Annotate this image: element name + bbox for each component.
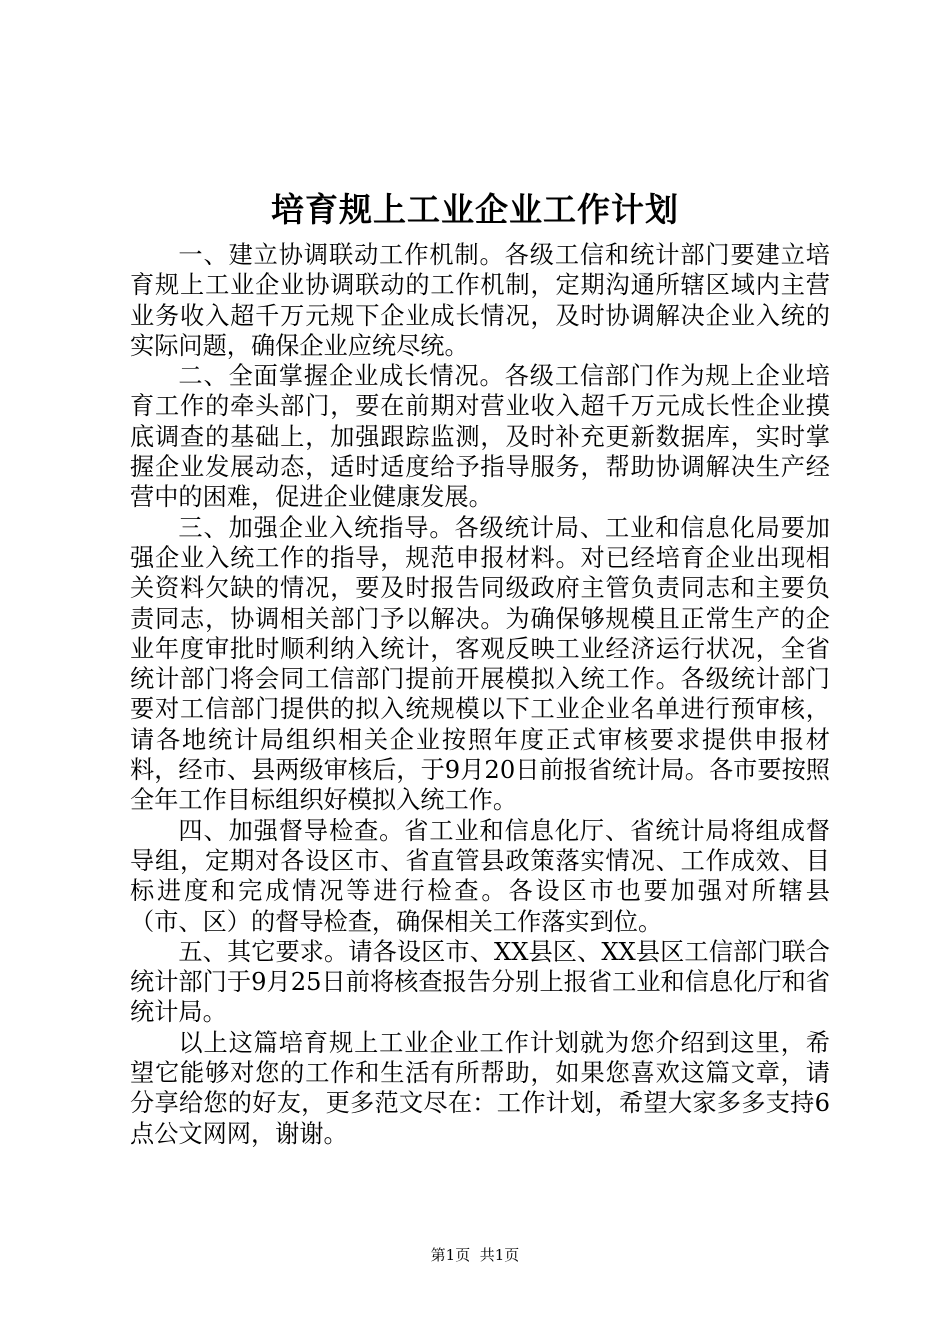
page-number: 第1页 xyxy=(430,1246,471,1264)
document-body xyxy=(130,240,830,1149)
document-title: 培育规上工业企业工作计划 xyxy=(271,190,679,229)
paragraph-4: 四、加强督导检查。省工业和信息化厅、省统计局将组成督导组，定期对各设区市、省直管县政策落实情况、工作成效、目标进度和完成情况等进行检查。各设区市也要加强对所辖县（市、区）的督导检查，确保相关工作落实到位。 xyxy=(130,816,830,936)
page-footer xyxy=(0,1244,950,1266)
paragraph-1: 一、建立协调联动工作机制。各级工信和统计部门要建立培育规上工业企业协调联动的工作机制，定期沟通所辖区域内主营业务收入超千万元规下企业成长情况，及时协调解决企业入统的实际问题，确保企业应统尽统。 xyxy=(130,241,830,360)
paragraph-6: 以上这篇培育规上工业企业工作计划就为您介绍到这里，希望它能够对您的工作和生活有所帮助，如果您喜欢这篇文章，请分享给您的好友，更多范文尽在：工作计划，希望大家多多支持6点公文网网，谢谢。 xyxy=(130,1028,830,1148)
footer-separator xyxy=(470,1246,480,1264)
paragraph-5: 五、其它要求。请各设区市、XX县区、XX县区工信部门联合统计部门于9月25日前将核查报告分别上报省工业和信息化厅和省统计局。 xyxy=(130,937,830,1027)
paragraph-3: 三、加强企业入统指导。各级统计局、工业和信息化局要加强企业入统工作的指导，规范申报材料。对已经培育企业出现相关资料欠缺的情况，要及时报告同级政府主管负责同志和主要负责同志，协调相关部门予以解决。为确保够规模且正常生产的企业年度审批时顺利纳入统计，客观反映工业经济运行状况，全省统计部门将会同工信部门提前开展模拟入统工作。各级统计部门要对工信部门提供的拟入统规模以下工业企业名单进行预审核，请各地统计局组织相关企业按照年度正式审核要求提供申报材料，经市、县两级审核后，于9月20日前报省统计局。各市要按照全年工作目标组织好模拟入统工作。 xyxy=(130,513,830,815)
page-total: 共1页 xyxy=(479,1246,520,1264)
paragraph-2: 二、全面掌握企业成长情况。各级工信部门作为规上企业培育工作的牵头部门，要在前期对营业收入超千万元成长性企业摸底调查的基础上，加强跟踪监测，及时补充更新数据库，实时掌握企业发展动态，适时适度给予指导服务，帮助协调解决生产经营中的困难，促进企业健康发展。 xyxy=(130,362,830,512)
